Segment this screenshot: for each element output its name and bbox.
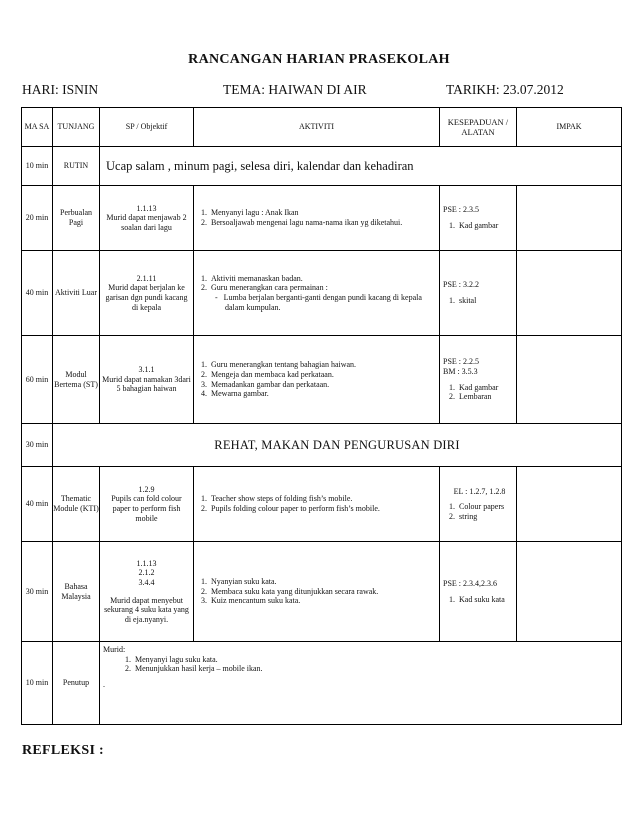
sp-cell: [100, 251, 194, 336]
aktiviti-item: 1. Nyanyian suku kata.: [209, 577, 436, 587]
page-title: RANCANGAN HARIAN PRASEKOLAH: [188, 52, 450, 67]
impak-cell: [517, 251, 622, 336]
aktiviti-item: 3. Kuiz mencantum suku kata.: [209, 596, 436, 606]
col-header-aktiviti: AKTIVITI: [194, 108, 440, 147]
table-row: [22, 542, 622, 642]
aktiviti-cell: [194, 467, 440, 542]
aktiviti-subitem-text: Lumba berjalan berganti-ganti dengan pundi kacang di kepala dalam kumpulan.: [223, 293, 422, 312]
hari-label: HARI: ISNIN: [22, 82, 99, 97]
kes-item: 1. skital: [457, 296, 516, 306]
aktiviti-item: 2. Mengeja dan membaca kad perkataan.: [209, 370, 436, 380]
sp-code: 1.1.13: [136, 203, 157, 213]
aktiviti-item: 1. Guru menerangkan tentang bahagian haiwan.: [209, 360, 436, 370]
kes-item: 1. Colour papers: [457, 502, 516, 512]
aktiviti-cell: [194, 336, 440, 424]
sp-cell: [100, 467, 194, 542]
col-header-kesepaduan: KESEPADUAN / ALATAN: [440, 108, 517, 147]
kes-item: 1. Kad gambar: [457, 221, 516, 231]
sp-cell: [100, 186, 194, 251]
kesepaduan-cell: [440, 251, 517, 336]
tunjang-cell: RUTIN: [53, 147, 100, 186]
aktiviti-item: 1. Teacher show steps of folding fish’s mobile.: [209, 494, 436, 504]
masa-cell: 10 min: [22, 147, 53, 186]
sp-code: 3.1.1: [138, 365, 155, 375]
masa-cell: 20 min: [22, 186, 53, 251]
masa-cell: 30 min: [22, 542, 53, 642]
table-row: [22, 336, 622, 424]
penutup-item: 2. Menunjukkan hasil kerja – mobile ikan.: [133, 664, 618, 674]
col-header-impak: IMPAK: [517, 108, 622, 147]
sp-cell: [100, 336, 194, 424]
masa-cell: 30 min: [22, 424, 53, 467]
masa-cell: 10 min: [22, 642, 53, 725]
masa-cell: 40 min: [22, 251, 53, 336]
sp-cell: [100, 542, 194, 642]
aktiviti-item: 2. Pupils folding colour paper to perform fish’s mobile.: [209, 504, 436, 514]
sp-code: 1.1.13 2.1.2 3.4.4: [136, 558, 157, 587]
kes-item: 2. string: [457, 512, 516, 522]
aktiviti-item: 2. Bersoaljawab mengenai lagu nama-nama ikan yg diketahui.: [209, 218, 436, 228]
aktiviti-cell: [194, 542, 440, 642]
masa-cell: 40 min: [22, 467, 53, 542]
aktiviti-subitem: - Lumba berjalan berganti-ganti dengan pundi kacang di kepala dalam kumpulan.: [215, 293, 422, 312]
aktiviti-cell: [194, 251, 440, 336]
masa-cell: 60 min: [22, 336, 53, 424]
kesepaduan-cell: [440, 186, 517, 251]
kes-item: 1. Kad gambar: [457, 383, 516, 393]
tarikh-label: TARIKH: 23.07.2012: [446, 82, 564, 97]
table-row: [22, 186, 622, 251]
kes-code: EL : 1.2.7, 1.2.8: [453, 486, 506, 496]
kes-item: 1. Kad suku kata: [457, 595, 516, 605]
aktiviti-item: 1. Menyanyi lagu : Anak Ikan: [209, 208, 436, 218]
aktiviti-item: 2. Membaca suku kata yang ditunjukkan secara rawak.: [209, 587, 436, 597]
kesepaduan-cell: [440, 336, 517, 424]
penutup-dot: .: [103, 679, 105, 689]
kesepaduan-cell: [440, 467, 517, 542]
table-row: [22, 147, 622, 186]
col-header-tunjang: TUNJANG: [53, 108, 100, 147]
sp-text: Murid dapat namakan 3dari 5 bahagian haiwan: [102, 374, 191, 394]
sp-text: Pupils can fold colour paper to perform fish mobile: [111, 494, 182, 523]
sp-code: 1.2.9: [138, 484, 155, 494]
kes-item: 2. Lembaran: [457, 392, 516, 402]
sp-code: 2.1.11: [136, 273, 157, 283]
col-header-masa: MA SA: [22, 108, 53, 147]
table-row: [22, 642, 622, 725]
tunjang-cell: Penutup: [53, 642, 100, 725]
tunjang-cell: Aktiviti Luar: [53, 251, 100, 336]
kes-code: PSE : 2.3.4,2.3.6: [443, 578, 498, 588]
tema-label: TEMA: HAIWAN DI AIR: [223, 82, 367, 97]
penutup-intro: Murid:: [103, 645, 126, 654]
sp-text: Murid dapat berjalan ke garisan dgn pundi kacang di kepala: [105, 283, 188, 312]
table-row: [22, 467, 622, 542]
tunjang-cell: Perbualan Pagi: [53, 186, 100, 251]
aktiviti-item: 2. Guru menerangkan cara permainan :: [209, 283, 436, 293]
impak-cell: [517, 336, 622, 424]
tunjang-cell: Bahasa Malaysia: [53, 542, 100, 642]
penutup-item: 1. Menyanyi lagu suku kata.: [133, 655, 618, 665]
aktiviti-item: 3. Memadankan gambar dan perkataan.: [209, 380, 436, 390]
lesson-plan-table: [21, 107, 622, 725]
refleksi-label: REFLEKSI :: [22, 743, 104, 758]
rutin-cell: Ucap salam , minum pagi, selesa diri, kalendar dan kehadiran: [100, 147, 622, 186]
aktiviti-item: 4. Mewarna gambar.: [209, 389, 436, 399]
col-header-sp: SP / Objektif: [100, 108, 194, 147]
kesepaduan-cell: [440, 542, 517, 642]
kes-code: PSE : 2.3.5: [443, 205, 480, 215]
tunjang-cell: Modul Bertema (ST): [53, 336, 100, 424]
kes-code: PSE : 2.2.5: [443, 357, 480, 367]
impak-cell: [517, 542, 622, 642]
penutup-cell: [100, 642, 622, 725]
sp-text: Murid dapat menyebut sekurang 4 suku kata yang di eja.nyanyi.: [104, 595, 189, 624]
table-row: [22, 424, 622, 467]
impak-cell: [517, 186, 622, 251]
table-header-row: [22, 108, 622, 147]
impak-cell: [517, 467, 622, 542]
aktiviti-cell: [194, 186, 440, 251]
table-row: [22, 251, 622, 336]
rehat-cell: REHAT, MAKAN DAN PENGURUSAN DIRI: [53, 424, 622, 467]
kes-code: PSE : 3.2.2: [443, 280, 480, 290]
tunjang-cell: Thematic Module (KTI): [53, 467, 100, 542]
sp-text: Murid dapat menjawab 2 soalan dari lagu: [106, 213, 187, 232]
aktiviti-item: 1. Aktiviti memanaskan badan.: [209, 274, 436, 284]
kes-code-2: BM : 3.5.3: [443, 366, 478, 376]
